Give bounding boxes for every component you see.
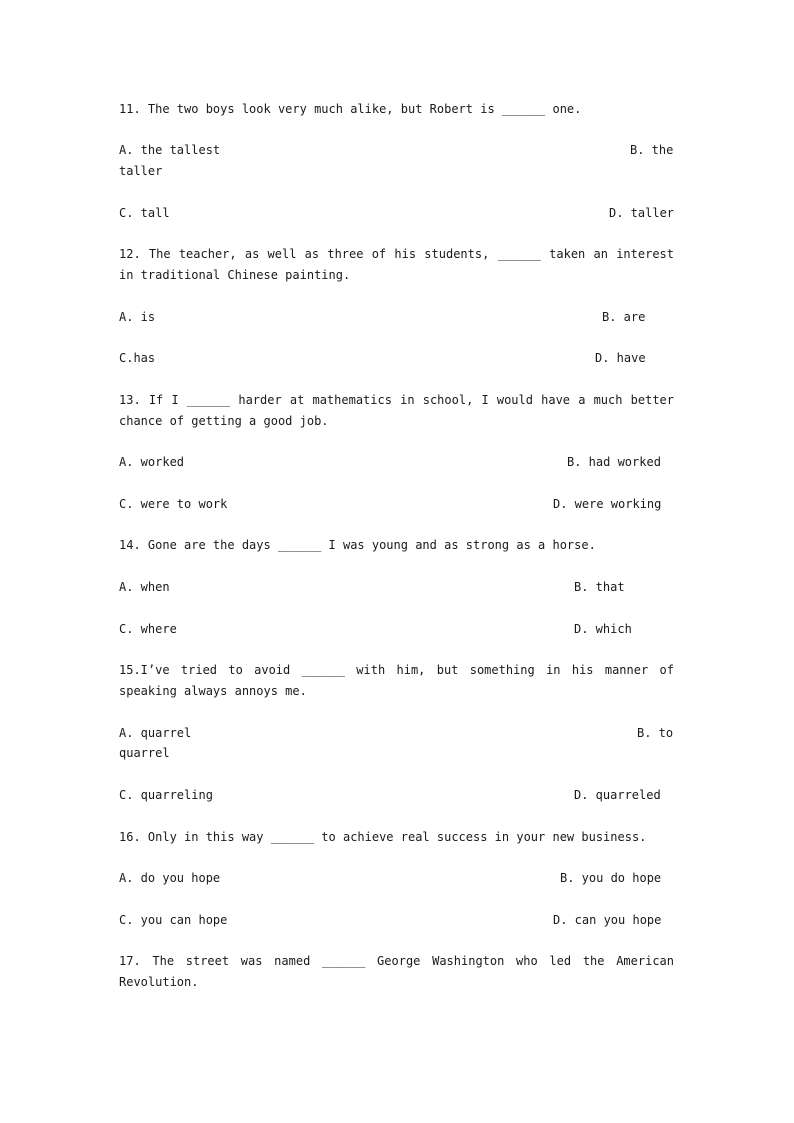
- question-15-option-a: A. quarrel: [119, 726, 192, 740]
- question-16-option-c: C. you can hope: [119, 913, 228, 927]
- question-14-stem: 14. Gone are the days ______ I was young and as strong as a horse.: [119, 538, 596, 552]
- question-16-option-d: D. can you hope: [553, 913, 662, 927]
- question-15-option-b-wrap: quarrel: [119, 746, 170, 760]
- question-13-option-d: D. were working: [553, 497, 662, 511]
- question-13-option-b: B. had worked: [567, 455, 661, 469]
- question-14-option-c: C. where: [119, 622, 177, 636]
- question-11-stem: 11. The two boys look very much alike, but Robert is ______ one.: [119, 102, 582, 116]
- question-15-option-c: C. quarreling: [119, 788, 213, 802]
- question-12-stem: 12. The teacher, as well as three of his students, ______ taken an interest in traditional Chinese painting.: [119, 247, 674, 282]
- question-16-option-a: A. do you hope: [119, 871, 221, 885]
- question-11-option-b-wrap: taller: [119, 164, 163, 178]
- question-16-option-b: B. you do hope: [560, 871, 662, 885]
- question-12-option-b: B. are: [602, 310, 646, 324]
- question-16-stem: 16. Only in this way ______ to achieve real success in your new business.: [119, 830, 647, 844]
- question-11-option-d: D. taller: [609, 206, 675, 220]
- question-13-option-a: A. worked: [119, 455, 185, 469]
- question-14-option-a: A. when: [119, 580, 170, 594]
- question-13-option-c: C. were to work: [119, 497, 228, 511]
- question-15-option-b: B. to: [637, 726, 674, 740]
- question-14-option-b: B. that: [574, 580, 625, 594]
- question-12-option-d: D. have: [595, 351, 646, 365]
- question-15-stem: 15.I’ve tried to avoid ______ with him, but something in his manner of speaking always annoys me.: [119, 663, 674, 698]
- question-12-option-c: C.has: [119, 351, 156, 365]
- question-17-stem: 17. The street was named ______ George Washington who led the American Revolution.: [119, 954, 674, 989]
- question-11-option-b: B. the: [630, 143, 674, 157]
- question-11-option-a: A. the tallest: [119, 143, 221, 157]
- question-12-option-a: A. is: [119, 310, 156, 324]
- question-14-option-d: D. which: [574, 622, 632, 636]
- question-11-option-c: C. tall: [119, 206, 170, 220]
- question-13-stem: 13. If I ______ harder at mathematics in school, I would have a much better chance of getting a good job.: [119, 393, 674, 428]
- question-15-option-d: D. quarreled: [574, 788, 661, 802]
